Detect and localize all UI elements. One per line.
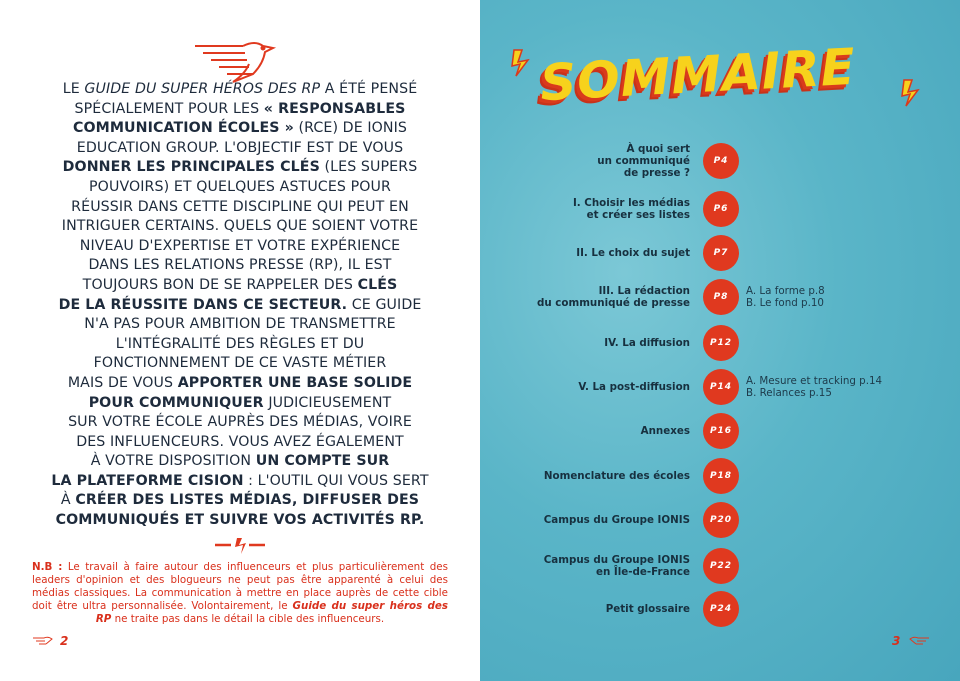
intro-segment: FONCTIONNEMENT DE CE VASTE MÉTIER	[93, 355, 387, 372]
toc-label: V. La post-diffusion	[578, 381, 690, 393]
page-number-right: 3	[892, 634, 901, 648]
lightning-icon	[510, 48, 532, 78]
intro-segment: INTRIGUER CERTAINS. QUELS QUE SOIENT VOTRE	[61, 218, 419, 235]
toc-page-badge[interactable]: P14	[703, 369, 739, 405]
intro-emphasis: CRÉER DES LISTES MÉDIAS, DIFFUSER DES	[75, 492, 420, 509]
note-text	[32, 561, 448, 626]
intro-emphasis: DONNER LES PRINCIPALES CLÉS	[62, 159, 320, 176]
intro-segment: SPÉCIALEMENT POUR LES	[74, 100, 264, 117]
toc-label: À quoi sert un communiqué de presse ?	[597, 143, 690, 179]
toc-item[interactable]	[480, 279, 960, 315]
intro-segment: DES INFLUENCEURS. VOUS AVEZ ÉGALEMENT	[76, 433, 404, 450]
intro-emphasis: LA PLATEFORME CISION	[51, 472, 244, 489]
lightning-icon	[900, 78, 922, 108]
note-label: N.B :	[32, 561, 63, 573]
intro-emphasis: POUR COMMUNIQUER	[88, 394, 264, 411]
intro-emphasis: « RESPONSABLES	[263, 100, 406, 117]
intro-line	[20, 158, 460, 178]
intro-emphasis: DE LA RÉUSSITE DANS CE SECTEUR.	[58, 296, 348, 313]
toc-page-badge[interactable]: P12	[703, 325, 739, 361]
toc-item[interactable]	[480, 591, 960, 627]
toc-page-badge[interactable]: P6	[703, 191, 739, 227]
toc-item[interactable]	[480, 502, 960, 538]
small-eagle-icon	[908, 636, 930, 646]
intro-line	[20, 256, 460, 276]
intro-segment: JUDICIEUSEMENT	[263, 394, 392, 411]
eagle-logo-icon	[193, 40, 285, 84]
toc-item[interactable]	[480, 191, 960, 227]
intro-line	[20, 119, 460, 139]
intro-line	[20, 178, 460, 198]
intro-line	[20, 491, 460, 511]
note-guide-title: Guide du super héros des RP	[95, 600, 448, 625]
intro-segment: EDUCATION GROUP. L'OBJECTIF EST DE VOUS	[76, 139, 404, 156]
toc-subsections: A. Mesure et tracking p.14 B. Relances p.15	[746, 375, 883, 399]
toc-item[interactable]	[480, 143, 960, 179]
toc-label: IV. La diffusion	[604, 337, 690, 349]
toc-page-badge[interactable]: P22	[703, 548, 739, 584]
toc-item[interactable]	[480, 235, 960, 271]
intro-segment: SUR VOTRE ÉCOLE AUPRÈS DES MÉDIAS, VOIRE	[68, 414, 412, 431]
intro-segment: A ÉTÉ PENSÉ	[320, 81, 418, 97]
toc-label: I. Choisir les médias et créer ses listes	[572, 197, 690, 221]
intro-line	[20, 374, 460, 394]
intro-line	[20, 394, 460, 414]
intro-segment: (RCE) DE IONIS	[293, 120, 408, 137]
intro-segment: (LES SUPERS	[319, 159, 418, 176]
toc-page-badge[interactable]: P20	[703, 502, 739, 538]
intro-emphasis: COMMUNIQUÉS ET SUIVRE VOS ACTIVITÉS RP.	[55, 512, 425, 529]
toc-label: Nomenclature des écoles	[543, 470, 690, 482]
toc-item[interactable]	[480, 548, 960, 584]
intro-line	[20, 198, 460, 218]
intro-line	[20, 354, 460, 374]
intro-line	[20, 315, 460, 335]
intro-segment: : L'OUTIL QUI VOUS SERT	[243, 472, 429, 489]
intro-segment: N'A PAS POUR AMBITION DE TRANSMETTRE	[84, 316, 396, 333]
lightning-separator-icon	[213, 537, 267, 555]
intro-line	[20, 472, 460, 492]
sommaire-title: SOMMAIRE	[538, 37, 858, 113]
intro-segment: GUIDE DU SUPER HÉROS DES RP	[84, 81, 321, 97]
toc-subsections: A. La forme p.8 B. Le fond p.10	[746, 285, 825, 309]
intro-line	[20, 100, 460, 120]
intro-line	[20, 237, 460, 257]
intro-emphasis: COMMUNICATION ÉCOLES »	[72, 120, 294, 137]
intro-line	[20, 296, 460, 316]
intro-segment: À	[60, 492, 76, 509]
intro-segment: CE GUIDE	[347, 296, 422, 313]
intro-line	[20, 80, 460, 100]
note-body: Le travail à faire autour des influenceurs et plus particulièrement des leaders d'opinion et des blogueurs ne peut pas être apparenté à celui des médias classiques. La communication à mettre en place auprès de cette cible doit être ultra personnalisée. Volontairement, le	[32, 561, 448, 612]
intro-line	[20, 139, 460, 159]
intro-segment: TOUJOURS BON DE SE RAPPELER DES	[82, 276, 358, 293]
toc-label: II. Le choix du sujet	[576, 247, 690, 259]
toc-label: Campus du Groupe IONIS	[543, 514, 690, 526]
toc-item[interactable]	[480, 325, 960, 361]
intro-line	[20, 452, 460, 472]
intro-segment: NIVEAU D'EXPERTISE ET VOTRE EXPÉRIENCE	[79, 237, 401, 254]
right-page	[480, 0, 960, 681]
toc-page-badge[interactable]: P18	[703, 458, 739, 494]
intro-segment: MAIS DE VOUS	[67, 374, 178, 391]
intro-line	[20, 511, 460, 531]
page-number-left: 2	[60, 634, 69, 648]
intro-line	[20, 413, 460, 433]
toc-page-badge[interactable]: P7	[703, 235, 739, 271]
intro-segment: RÉUSSIR DANS CETTE DISCIPLINE QUI PEUT EN	[71, 198, 409, 215]
toc-page-badge[interactable]: P4	[703, 143, 739, 179]
intro-line	[20, 335, 460, 355]
intro-emphasis: APPORTER UNE BASE SOLIDE	[177, 374, 413, 391]
toc-label: Annexes	[640, 425, 690, 437]
intro-segment: LE	[62, 81, 85, 97]
intro-emphasis: CLÉS	[357, 276, 398, 293]
intro-segment: POUVOIRS) ET QUELQUES ASTUCES POUR	[89, 178, 391, 195]
intro-line	[20, 217, 460, 237]
intro-emphasis: UN COMPTE SUR	[255, 453, 390, 470]
intro-segment: L'INTÉGRALITÉ DES RÈGLES ET DU	[115, 335, 365, 352]
intro-text	[20, 80, 460, 531]
toc-item[interactable]	[480, 369, 960, 405]
toc-page-badge[interactable]: P24	[703, 591, 739, 627]
toc-label: III. La rédaction du communiqué de presse	[537, 285, 690, 309]
note-body-end: ne traite pas dans le détail la cible des influenceurs.	[111, 613, 385, 625]
toc-label: Campus du Groupe IONIS en Île-de-France	[543, 554, 690, 578]
toc-label: Petit glossaire	[605, 603, 690, 615]
intro-segment: DANS LES RELATIONS PRESSE (RP), IL EST	[88, 257, 392, 274]
intro-line	[20, 276, 460, 296]
toc-item[interactable]	[480, 413, 960, 449]
small-eagle-icon	[32, 636, 54, 646]
toc-page-badge[interactable]: P8	[703, 279, 739, 315]
toc-page-badge[interactable]: P16	[703, 413, 739, 449]
intro-line	[20, 433, 460, 453]
toc-item[interactable]	[480, 458, 960, 494]
intro-segment: À VOTRE DISPOSITION	[90, 453, 256, 470]
